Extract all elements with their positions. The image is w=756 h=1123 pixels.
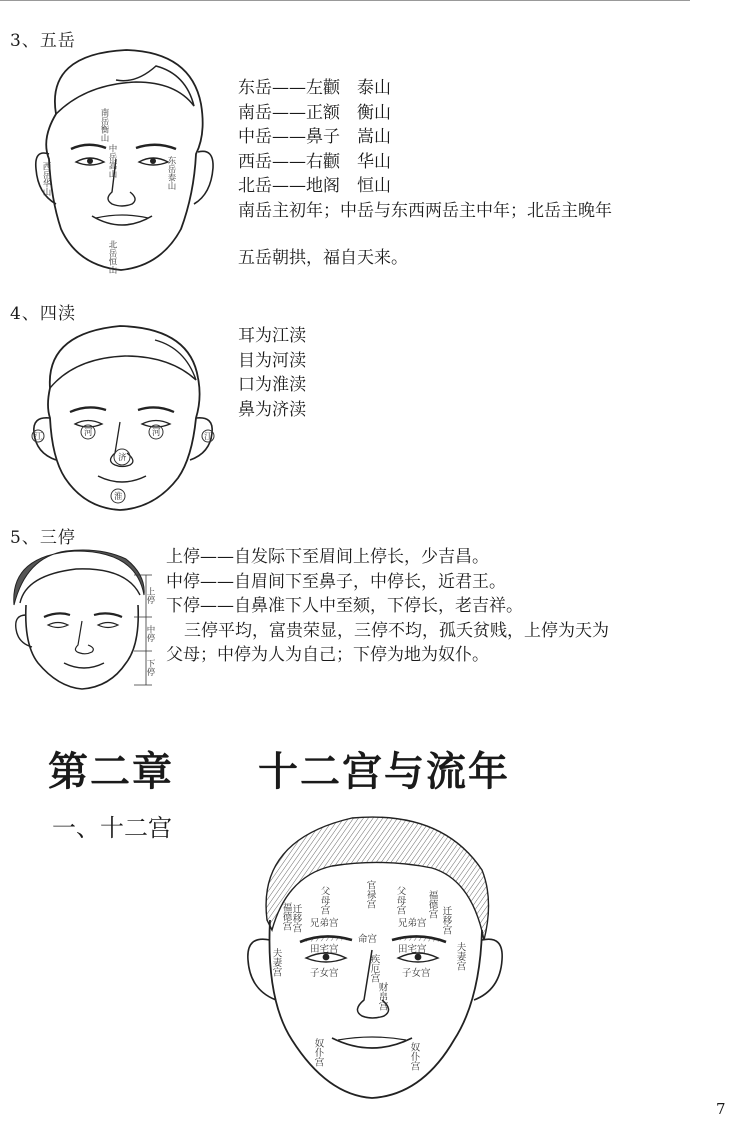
four-rivers-line-nose: 鼻为济渎	[238, 399, 306, 420]
three-sections-line-upper: 上停——自发际下至眉间上停长，少吉昌。	[166, 547, 489, 567]
palace-label-children-right: 子女宫	[402, 968, 431, 979]
label-river-eye-right: 河	[152, 428, 161, 438]
palace-label-servants-left: 奴仆宫	[312, 1038, 324, 1067]
label-lower-section: 下停	[145, 659, 155, 676]
face-label-south: 南岳衡山	[99, 108, 109, 142]
chapter-number: 第二章	[48, 748, 174, 795]
four-rivers-line-eye: 目为河渎	[238, 350, 306, 371]
top-rule	[0, 0, 690, 1]
palace-label-property-left: 田宅宫	[310, 944, 339, 955]
palace-label-parents-right: 父母宫	[394, 886, 406, 915]
five-peaks-text	[238, 76, 612, 271]
four-rivers-line-ear: 耳为江渎	[238, 326, 306, 346]
section-5-title: 5、三停	[10, 528, 76, 548]
twelve-palaces-face-diagram	[232, 810, 512, 1102]
label-river-nose: 济	[118, 453, 127, 463]
three-sections-paragraph-line-2: 父母；中停为人为自己；下停为地为奴仆。	[166, 645, 489, 665]
page-number: 7	[716, 1100, 726, 1118]
palace-label-children-left: 子女宫	[310, 968, 339, 979]
five-peaks-motto: 五岳朝拱，福自天来。	[238, 248, 408, 268]
palace-label-fortune-right: 福德宫	[426, 890, 438, 919]
four-rivers-line-mouth: 口为淮渎	[238, 375, 306, 395]
palace-label-siblings-right: 兄弟宫	[398, 918, 427, 929]
palace-label-spouse-left: 夫妻宫	[270, 948, 282, 977]
face-label-center: 中岳嵩山	[107, 144, 117, 178]
palace-label-travel-left: 迁移宫	[290, 904, 302, 933]
three-sections-text	[166, 545, 686, 668]
palace-label-travel-right: 迁移宫	[440, 906, 452, 935]
section-4-title: 4、四渎	[10, 304, 76, 324]
four-rivers-text	[238, 324, 306, 422]
five-peaks-line-north: 北岳——地阁 恒山	[238, 176, 391, 196]
section-3-title: 3、五岳	[10, 31, 76, 51]
five-peaks-line-west: 西岳——右颧 华山	[238, 151, 391, 172]
five-peaks-line-south: 南岳——正额 衡山	[238, 102, 391, 123]
three-sections-paragraph-line-1: 三停平均，富贵荣显，三停不均，孤夭贫贱，上停为天为	[184, 620, 609, 641]
five-peaks-summary: 南岳主初年；中岳与东西两岳主中年；北岳主晚年	[238, 200, 612, 221]
face-label-west: 西岳华山	[41, 162, 51, 196]
palace-label-wealth: 财帛宫	[376, 982, 388, 1011]
palace-label-spouse-right: 夫妻宫	[454, 942, 466, 971]
label-middle-section: 中停	[145, 625, 155, 642]
face-label-north: 北岳恒山	[107, 240, 117, 274]
chapter-title: 十二宫与流年	[258, 748, 510, 795]
palace-label-career: 官禄宫	[364, 880, 376, 909]
three-sections-line-lower: 下停——自鼻准下人中至颏，下停长，老吉祥。	[166, 596, 523, 616]
palace-label-health: 疾厄宫	[368, 954, 380, 983]
label-river-eye-left: 河	[84, 428, 93, 438]
palace-label-siblings-left: 兄弟宫	[310, 918, 339, 929]
subsection-title: 一、十二宫	[52, 814, 172, 842]
label-river-ear-right: 江	[204, 432, 213, 442]
label-river-mouth: 淮	[114, 492, 123, 502]
three-sections-line-middle: 中停——自眉间下至鼻子，中停长，近君王。	[166, 571, 506, 592]
palace-label-property-right: 田宅宫	[398, 944, 427, 955]
three-sections-face-diagram	[6, 545, 166, 693]
label-upper-section: 上停	[145, 587, 155, 604]
label-river-ear-left: 江	[34, 432, 43, 442]
palace-label-life: 命宫	[358, 934, 378, 945]
five-peaks-line-east: 东岳——左颧 泰山	[238, 78, 391, 98]
palace-label-parents-left: 父母宫	[318, 886, 330, 915]
five-peaks-line-center: 中岳——鼻子 嵩山	[238, 127, 391, 147]
palace-label-servants-right: 奴仆宫	[408, 1042, 420, 1071]
palace-label-fortune-left: 福德宫	[280, 902, 292, 931]
five-peaks-face-diagram	[16, 44, 216, 274]
four-rivers-face-diagram	[20, 318, 226, 514]
face-label-east: 东岳泰山	[166, 156, 176, 190]
